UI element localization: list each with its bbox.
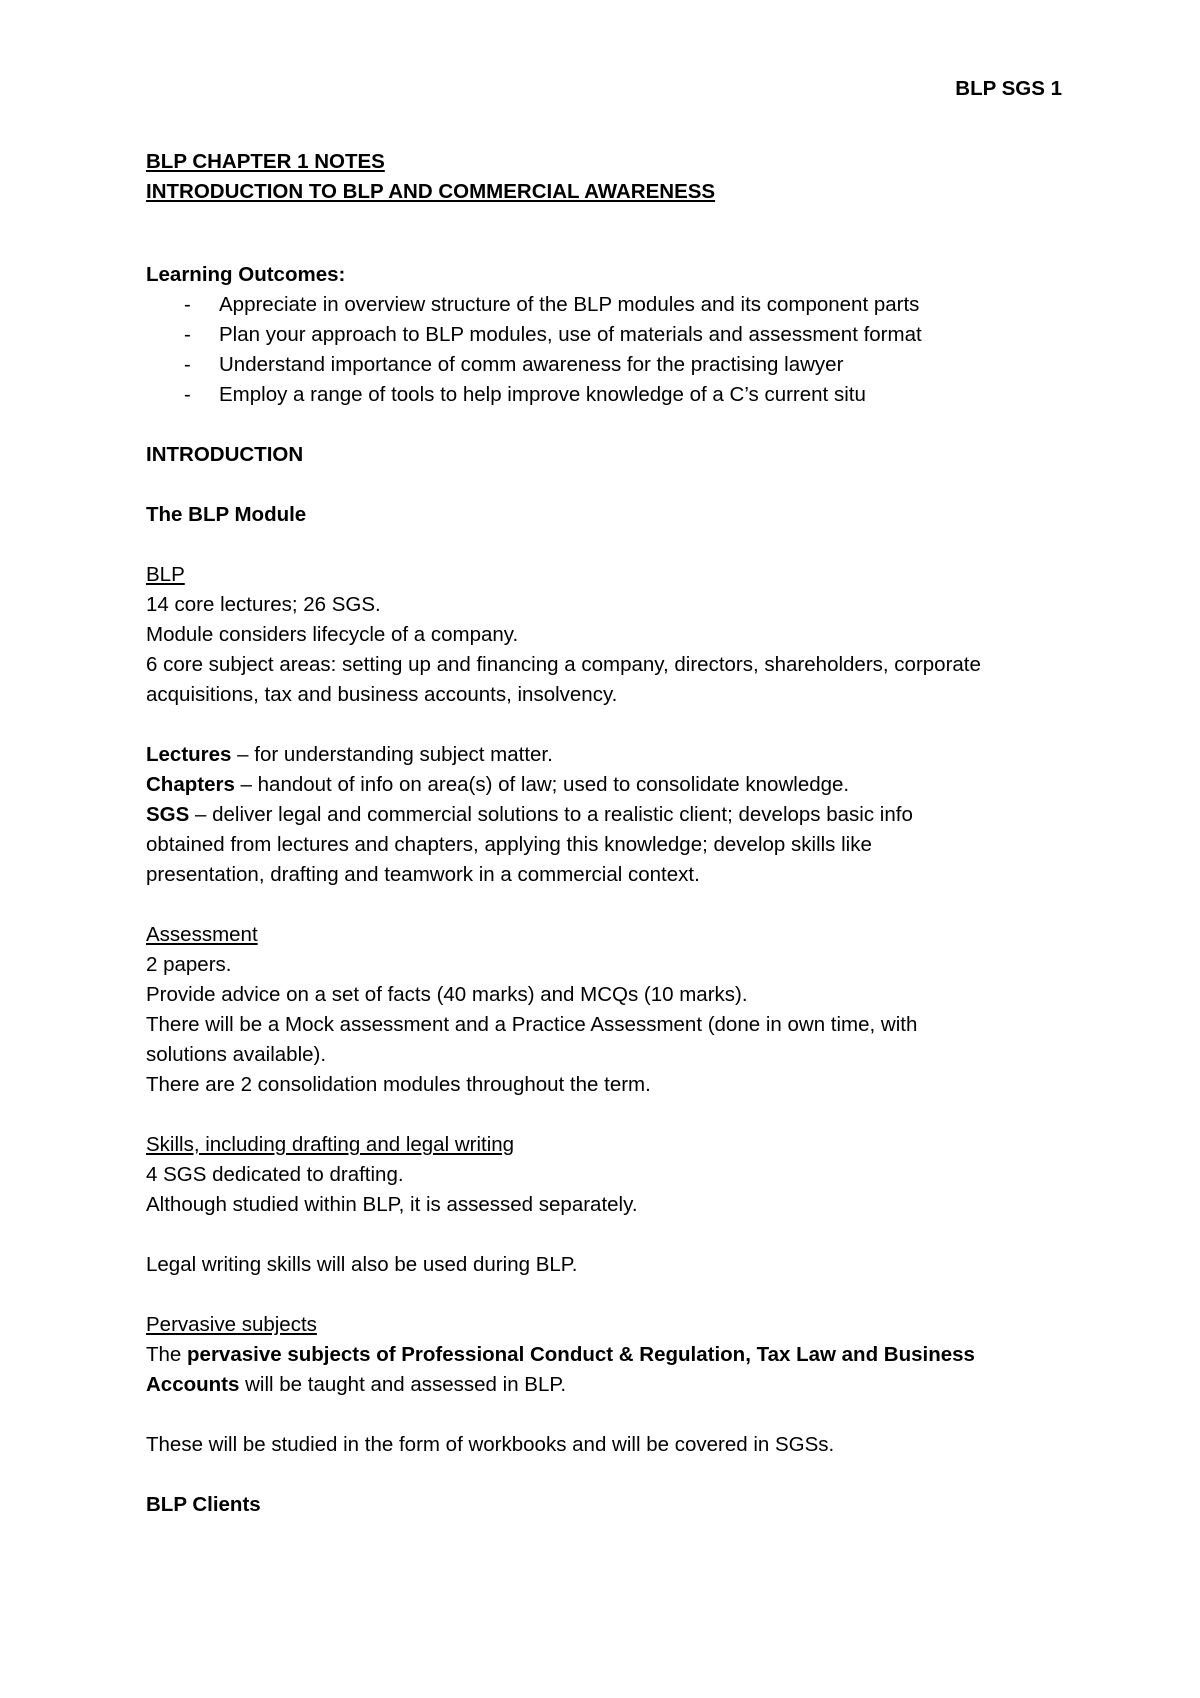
bullet-dash: - bbox=[184, 383, 191, 406]
introduction-heading: INTRODUCTION bbox=[146, 443, 304, 466]
paragraph-line: 14 core lectures; 26 SGS. bbox=[146, 593, 381, 616]
sgs-line: SGS – deliver legal and commercial solutions to a realistic client; develops basic info bbox=[146, 803, 913, 826]
lectures-label: Lectures bbox=[146, 743, 232, 766]
blp-module-heading: The BLP Module bbox=[146, 503, 307, 526]
paragraph-line: Although studied within BLP, it is assessed separately. bbox=[146, 1193, 638, 1216]
chapters-label: Chapters bbox=[146, 773, 235, 796]
learning-outcomes-list bbox=[146, 290, 1066, 410]
list-item: - Employ a range of tools to help improve knowledge of a C’s current situ bbox=[146, 380, 1066, 410]
paragraph-line: There are 2 consolidation modules throughout the term. bbox=[146, 1073, 651, 1096]
bullet-dash: - bbox=[184, 353, 191, 376]
skills-heading: Skills, including drafting and legal writing bbox=[146, 1133, 515, 1156]
paragraph-line: 6 core subject areas: setting up and financing a company, directors, shareholders, corporate bbox=[146, 653, 981, 676]
lectures-line: Lectures – for understanding subject matter. bbox=[146, 743, 553, 766]
bullet-dash: - bbox=[184, 323, 191, 346]
pervasive-heading: Pervasive subjects bbox=[146, 1313, 317, 1336]
paragraph-line: obtained from lectures and chapters, applying this knowledge; develop skills like bbox=[146, 833, 872, 856]
paragraph-line: Module considers lifecycle of a company. bbox=[146, 623, 519, 646]
chapter-title: BLP CHAPTER 1 NOTES bbox=[146, 150, 385, 173]
bullet-dash: - bbox=[184, 293, 191, 316]
list-item: - Appreciate in overview structure of the BLP modules and its component parts bbox=[146, 290, 1066, 320]
paragraph-line: 2 papers. bbox=[146, 953, 232, 976]
document-body bbox=[146, 147, 1066, 1520]
blp-clients-heading: BLP Clients bbox=[146, 1493, 261, 1516]
paragraph-line: Provide advice on a set of facts (40 marks) and MCQs (10 marks). bbox=[146, 983, 748, 1006]
paragraph-line: These will be studied in the form of workbooks and will be covered in SGSs. bbox=[146, 1433, 835, 1456]
chapters-line: Chapters – handout of info on area(s) of law; used to consolidate knowledge. bbox=[146, 773, 850, 796]
paragraph-line: 4 SGS dedicated to drafting. bbox=[146, 1163, 404, 1186]
paragraph-line: presentation, drafting and teamwork in a commercial context. bbox=[146, 863, 700, 886]
chapter-subtitle: INTRODUCTION TO BLP AND COMMERCIAL AWARENESS bbox=[146, 180, 716, 203]
sgs-label: SGS bbox=[146, 803, 190, 826]
list-item: - Plan your approach to BLP modules, use of materials and assessment format bbox=[146, 320, 1066, 350]
blp-heading: BLP bbox=[146, 563, 185, 586]
paragraph-line: Legal writing skills will also be used during BLP. bbox=[146, 1253, 578, 1276]
assessment-heading: Assessment bbox=[146, 923, 258, 946]
paragraph-line: There will be a Mock assessment and a Practice Assessment (done in own time, with bbox=[146, 1013, 918, 1036]
paragraph-line: acquisitions, tax and business accounts, insolvency. bbox=[146, 683, 618, 706]
paragraph-line: solutions available). bbox=[146, 1043, 327, 1066]
pervasive-line-2: Accounts will be taught and assessed in BLP. bbox=[146, 1373, 567, 1396]
page-header-ref: BLP SGS 1 bbox=[955, 77, 1062, 100]
title-block bbox=[146, 147, 1066, 207]
pervasive-line-1: The pervasive subjects of Professional Conduct & Regulation, Tax Law and Business bbox=[146, 1343, 975, 1366]
learning-outcomes-heading: Learning Outcomes: bbox=[146, 263, 346, 286]
list-item: - Understand importance of comm awareness for the practising lawyer bbox=[146, 350, 1066, 380]
